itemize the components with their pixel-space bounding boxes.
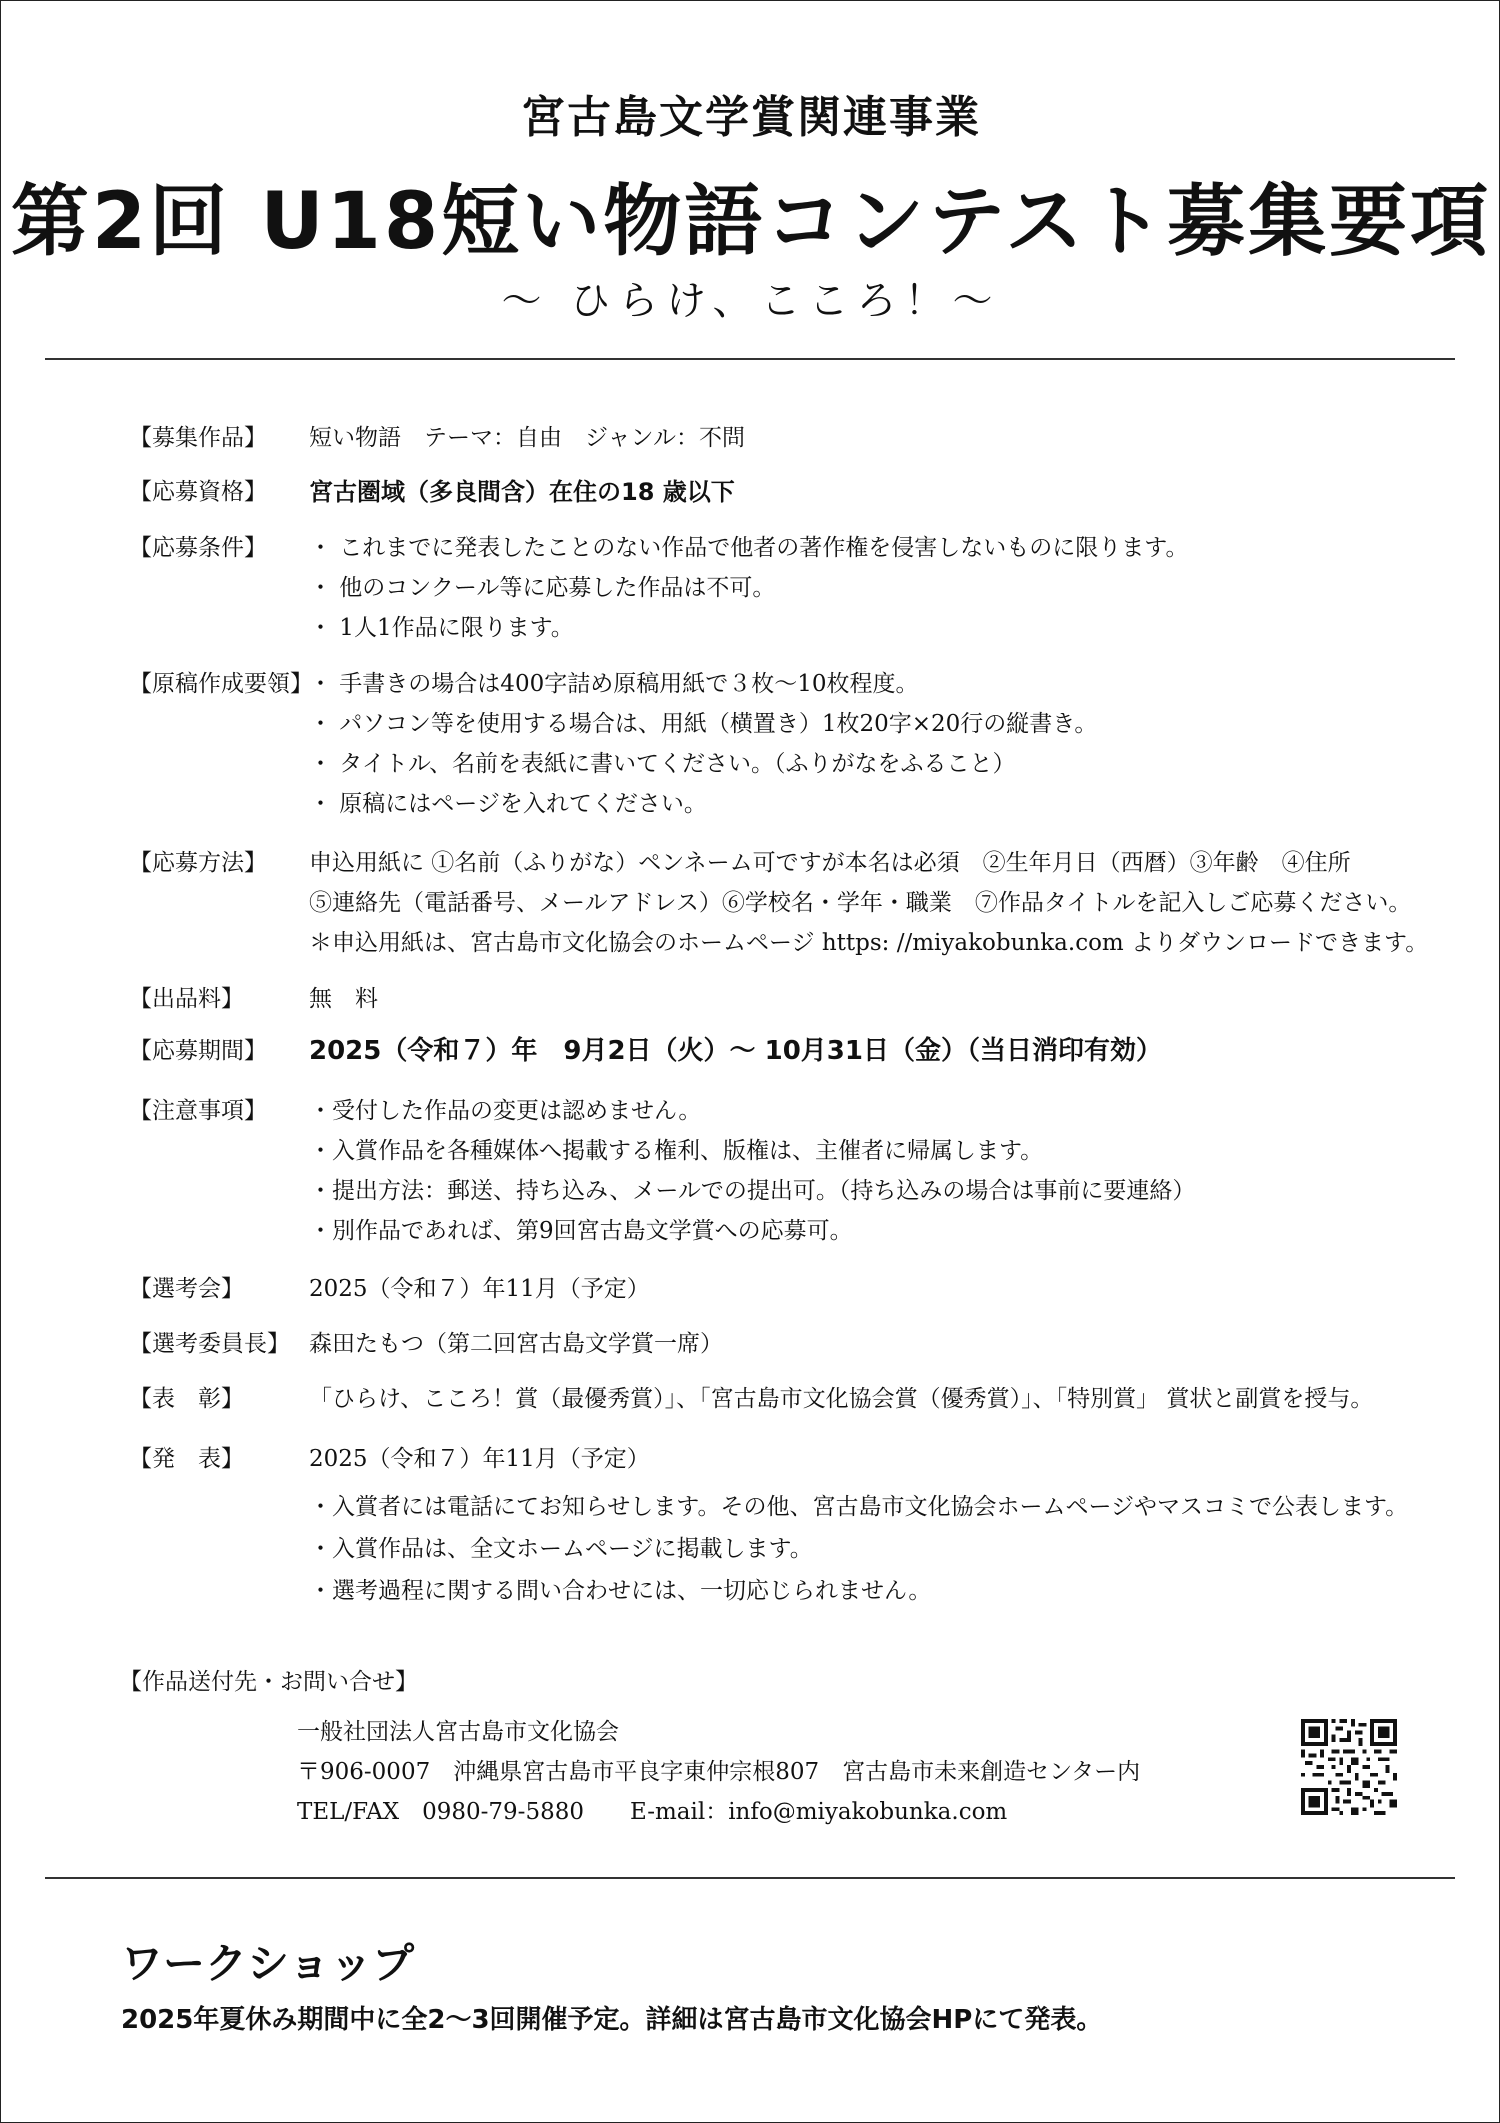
section-label: 【発 表】	[129, 1446, 244, 1472]
section-label: 【原稿作成要領】	[129, 671, 313, 697]
section-line: ・ タイトル、名前を表紙に書いてください。（ふりがなをふること）	[309, 751, 1016, 777]
section-line: ⑤連絡先（電話番号、メールアドレス）⑥学校名・学年・職業 ⑦作品タイトルを記入しご応募ください。	[309, 890, 1412, 916]
section-line: ・ これまでに発表したことのない作品で他者の著作権を侵害しないものに限ります。	[309, 535, 1189, 561]
section-line: ・別作品であれば、第9回宮古島文学賞への応募可。	[309, 1218, 853, 1244]
section-label: 【表 彰】	[129, 1386, 244, 1412]
contact-org: 一般社団法人宮古島市文化協会	[297, 1719, 619, 1745]
section-label: 【応募方法】	[129, 850, 267, 876]
qr-code-icon[interactable]	[1301, 1719, 1397, 1815]
top-divider	[45, 358, 1455, 360]
workshop-title: ワークショップ	[121, 1939, 415, 1988]
section-line: ・入賞作品は、全文ホームページに掲載します。	[309, 1536, 813, 1562]
section-line: ・選考過程に関する問い合わせには、一切応じられません。	[309, 1578, 932, 1604]
section-line: 短い物語 テーマ：自由 ジャンル：不問	[309, 425, 745, 451]
section-line: ・提出方法：郵送、持ち込み、メールでの提出可。（持ち込みの場合は事前に要連絡）	[309, 1178, 1196, 1204]
section-line: ・ 原稿にはページを入れてください。	[309, 791, 707, 817]
section-line: 申込用紙に ①名前（ふりがな）ペンネーム可ですが本名は必須 ②生年月日（西暦）③年齢 ④住所	[309, 850, 1351, 876]
section-line: 2025（令和７）年 9月2日（火）～ 10月31日（金）（当日消印有効）	[309, 1036, 1162, 1066]
bottom-divider	[45, 1877, 1455, 1879]
section-label: 【応募条件】	[129, 535, 267, 561]
section-line: ・入賞作品を各種媒体へ掲載する権利、版権は、主催者に帰属します。	[309, 1138, 1044, 1164]
section-line: ・ パソコン等を使用する場合は、用紙（横置き）1枚20字×20行の縦書き。	[309, 711, 1098, 737]
contact-heading: 【作品送付先・お問い合せ】	[119, 1669, 418, 1695]
contact-address: 〒906-0007 沖縄県宮古島市平良字東仲宗根807 宮古島市未来創造センター内	[297, 1759, 1141, 1785]
section-label: 【選考委員長】	[129, 1331, 290, 1357]
section-line: 宮古圏域（多良間含）在住の18 歳以下	[309, 478, 735, 506]
contact-tel-email[interactable]: TEL/FAX 0980-79-5880 E-mail：info@miyakobunka.com	[297, 1799, 1008, 1825]
section-line: 2025（令和７）年11月（予定）	[309, 1446, 650, 1472]
section-line: ・入賞者には電話にてお知らせします。その他、宮古島市文化協会ホームページやマスコミで公表します。	[309, 1494, 1409, 1520]
section-label: 【選考会】	[129, 1276, 244, 1302]
section-line: 「ひらけ、こころ！賞（最優秀賞）」、「宮古島市文化協会賞（優秀賞）」、「特別賞」 賞状と副賞を授与。	[309, 1386, 1374, 1412]
section-label: 【注意事項】	[129, 1098, 267, 1124]
section-line: 無 料	[309, 986, 378, 1012]
workshop-text: 2025年夏休み期間中に全2～3回開催予定。詳細は宮古島市文化協会HPにて発表。	[121, 2005, 1103, 2035]
section-line: ・受付した作品の変更は認めません。	[309, 1098, 702, 1124]
section-line: ＊申込用紙は、宮古島市文化協会のホームページ https: //miyakobunka.com よりダウンロードできます。	[309, 930, 1429, 956]
section-line: 森田たもつ（第二回宮古島文学賞一席）	[309, 1331, 723, 1357]
section-label: 【応募資格】	[129, 479, 267, 505]
section-label: 【応募期間】	[129, 1038, 267, 1064]
section-line: ・ 1人1作品に限ります。	[309, 615, 574, 641]
subtitle: ～ ひらけ、こころ！～	[501, 278, 1001, 324]
supertitle: 宮古島文学賞関連事業	[521, 92, 981, 143]
page-title: 第2回 U18短い物語コンテスト募集要項	[10, 177, 1492, 267]
section-line: ・ 他のコンクール等に応募した作品は不可。	[309, 575, 776, 601]
section-line: 2025（令和７）年11月（予定）	[309, 1276, 650, 1302]
section-line: ・ 手書きの場合は400字詰め原稿用紙で３枚～10枚程度。	[309, 671, 919, 697]
section-label: 【募集作品】	[129, 425, 267, 451]
section-label: 【出品料】	[129, 986, 244, 1012]
